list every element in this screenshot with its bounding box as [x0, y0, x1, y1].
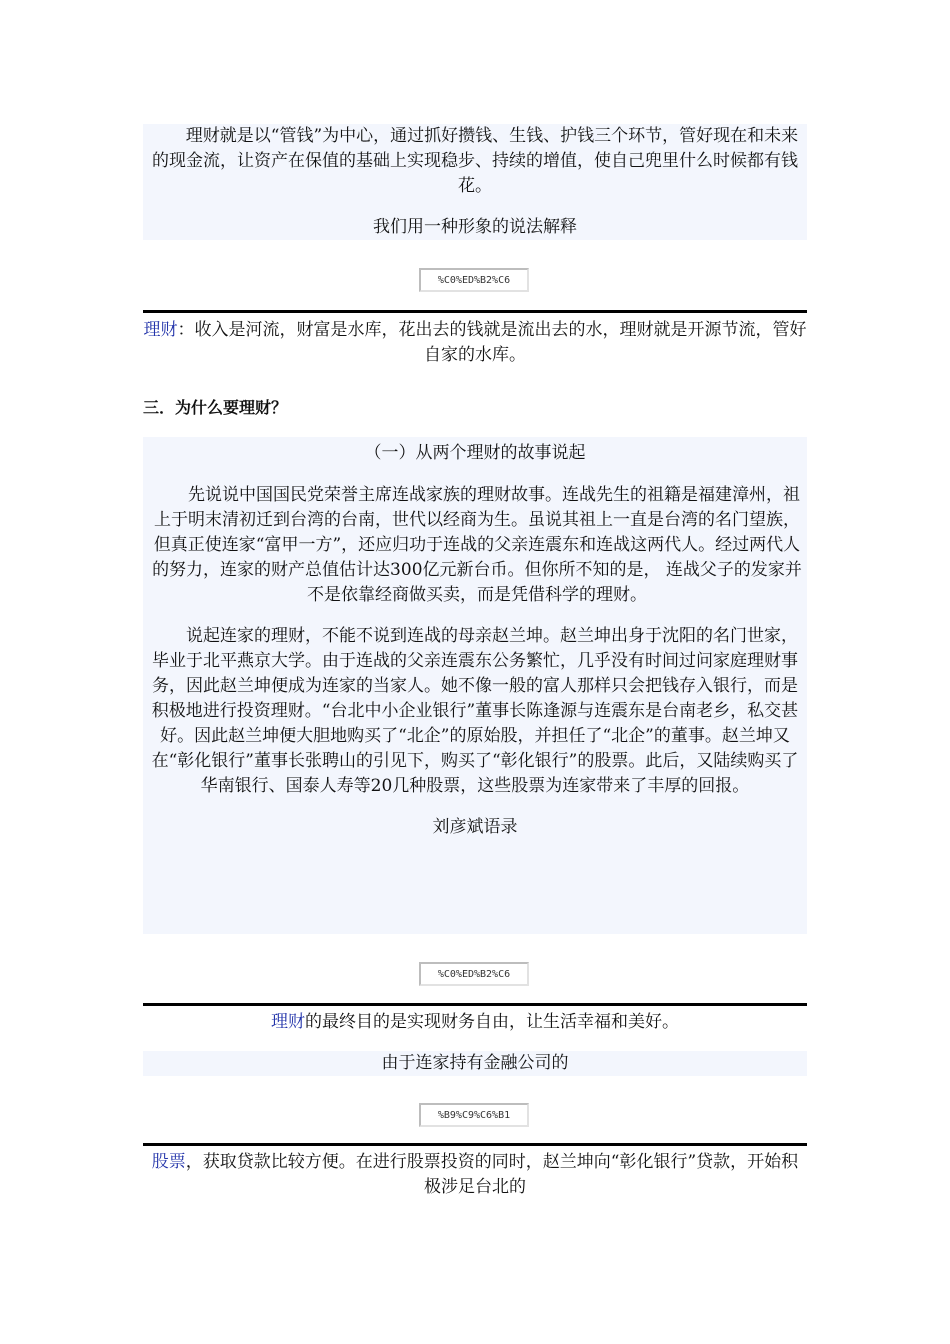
section-heading: 三．为什么要理财？	[143, 398, 288, 417]
story-block	[143, 437, 807, 934]
divider	[143, 1143, 807, 1146]
keyword-link[interactable]: 股票	[151, 1152, 186, 1172]
definition-line	[143, 1010, 807, 1035]
encoded-link-box[interactable]: %C0%ED%B2%C6	[419, 268, 529, 292]
story-source: 刘彦斌语录	[432, 817, 518, 837]
quote-line: 由于连家持有金融公司的	[381, 1053, 569, 1073]
intro-line: 我们用一种形象的说法解释	[373, 217, 577, 237]
story-paragraph: 先说说中国国民党荣誉主席连战家族的理财故事。连战先生的祖籍是福建漳州，祖上于明末清初迁到台湾的台南，世代以经商为生。虽说其祖上一直是台湾的名门望族，但真正使连家“富甲一方”，还应归功于连战的父亲连震东和连战这两代人。经过两代人的努力，连家的财产总值估计达300亿元新台币。但你所不知的是， 连战父子的发家并不是依靠经商做买卖，而是凭借科学的理财。	[152, 485, 802, 605]
intro-block	[143, 124, 807, 240]
encoded-link-box[interactable]: %C0%ED%B2%C6	[419, 962, 529, 986]
definition-line	[143, 1150, 807, 1200]
keyword-link[interactable]: 理财	[271, 1012, 305, 1032]
divider	[143, 310, 807, 313]
divider	[143, 1003, 807, 1006]
story-paragraph: 说起连家的理财，不能不说到连战的母亲赵兰坤。赵兰坤出身于沈阳的名门世家，毕业于北平燕京大学。由于连战的父亲连震东公务繁忙，几乎没有时间过问家庭理财事务，因此赵兰坤便成为连家的当家人。她不像一般的富人那样只会把钱存入银行，而是积极地进行投资理财。“台北中小企业银行”董事长陈逢源与连震东是台南老乡，私交甚好。因此赵兰坤便大胆地购买了“北企”的原始股，并担任了“北企”的董事。赵兰坤又在“彰化银行”董事长张聘山的引见下，购买了“彰化银行”的股票。此后，又陆续购买了华南银行、国泰人寿等20几种股票，这些股票为连家带来了丰厚的回报。	[151, 626, 799, 796]
keyword-link[interactable]: 理财	[143, 320, 178, 340]
definition-text: ：收入是河流，财富是水库，花出去的钱就是流出去的水，理财就是开源节流，管好自家的水库。	[177, 320, 807, 365]
quote-block	[143, 1051, 807, 1076]
definition-text: ，获取贷款比较方便。在进行股票投资的同时，赵兰坤向“彰化银行”贷款，开始积极涉足台北的	[185, 1152, 799, 1197]
definition-line	[143, 318, 807, 368]
encoded-link-box[interactable]: %B9%C9%C6%B1	[419, 1103, 529, 1127]
story-subtitle: （一）从两个理财的故事说起	[364, 443, 586, 463]
intro-paragraph: 理财就是以“管钱”为中心，通过抓好攒钱、生钱、护钱三个环节，管好现在和未来的现金流，让资产在保值的基础上实现稳步、持续的增值，使自己兜里什么时候都有钱花。	[152, 126, 799, 196]
definition-text: 的最终目的是实现财务自由，让生活幸福和美好。	[305, 1012, 679, 1032]
